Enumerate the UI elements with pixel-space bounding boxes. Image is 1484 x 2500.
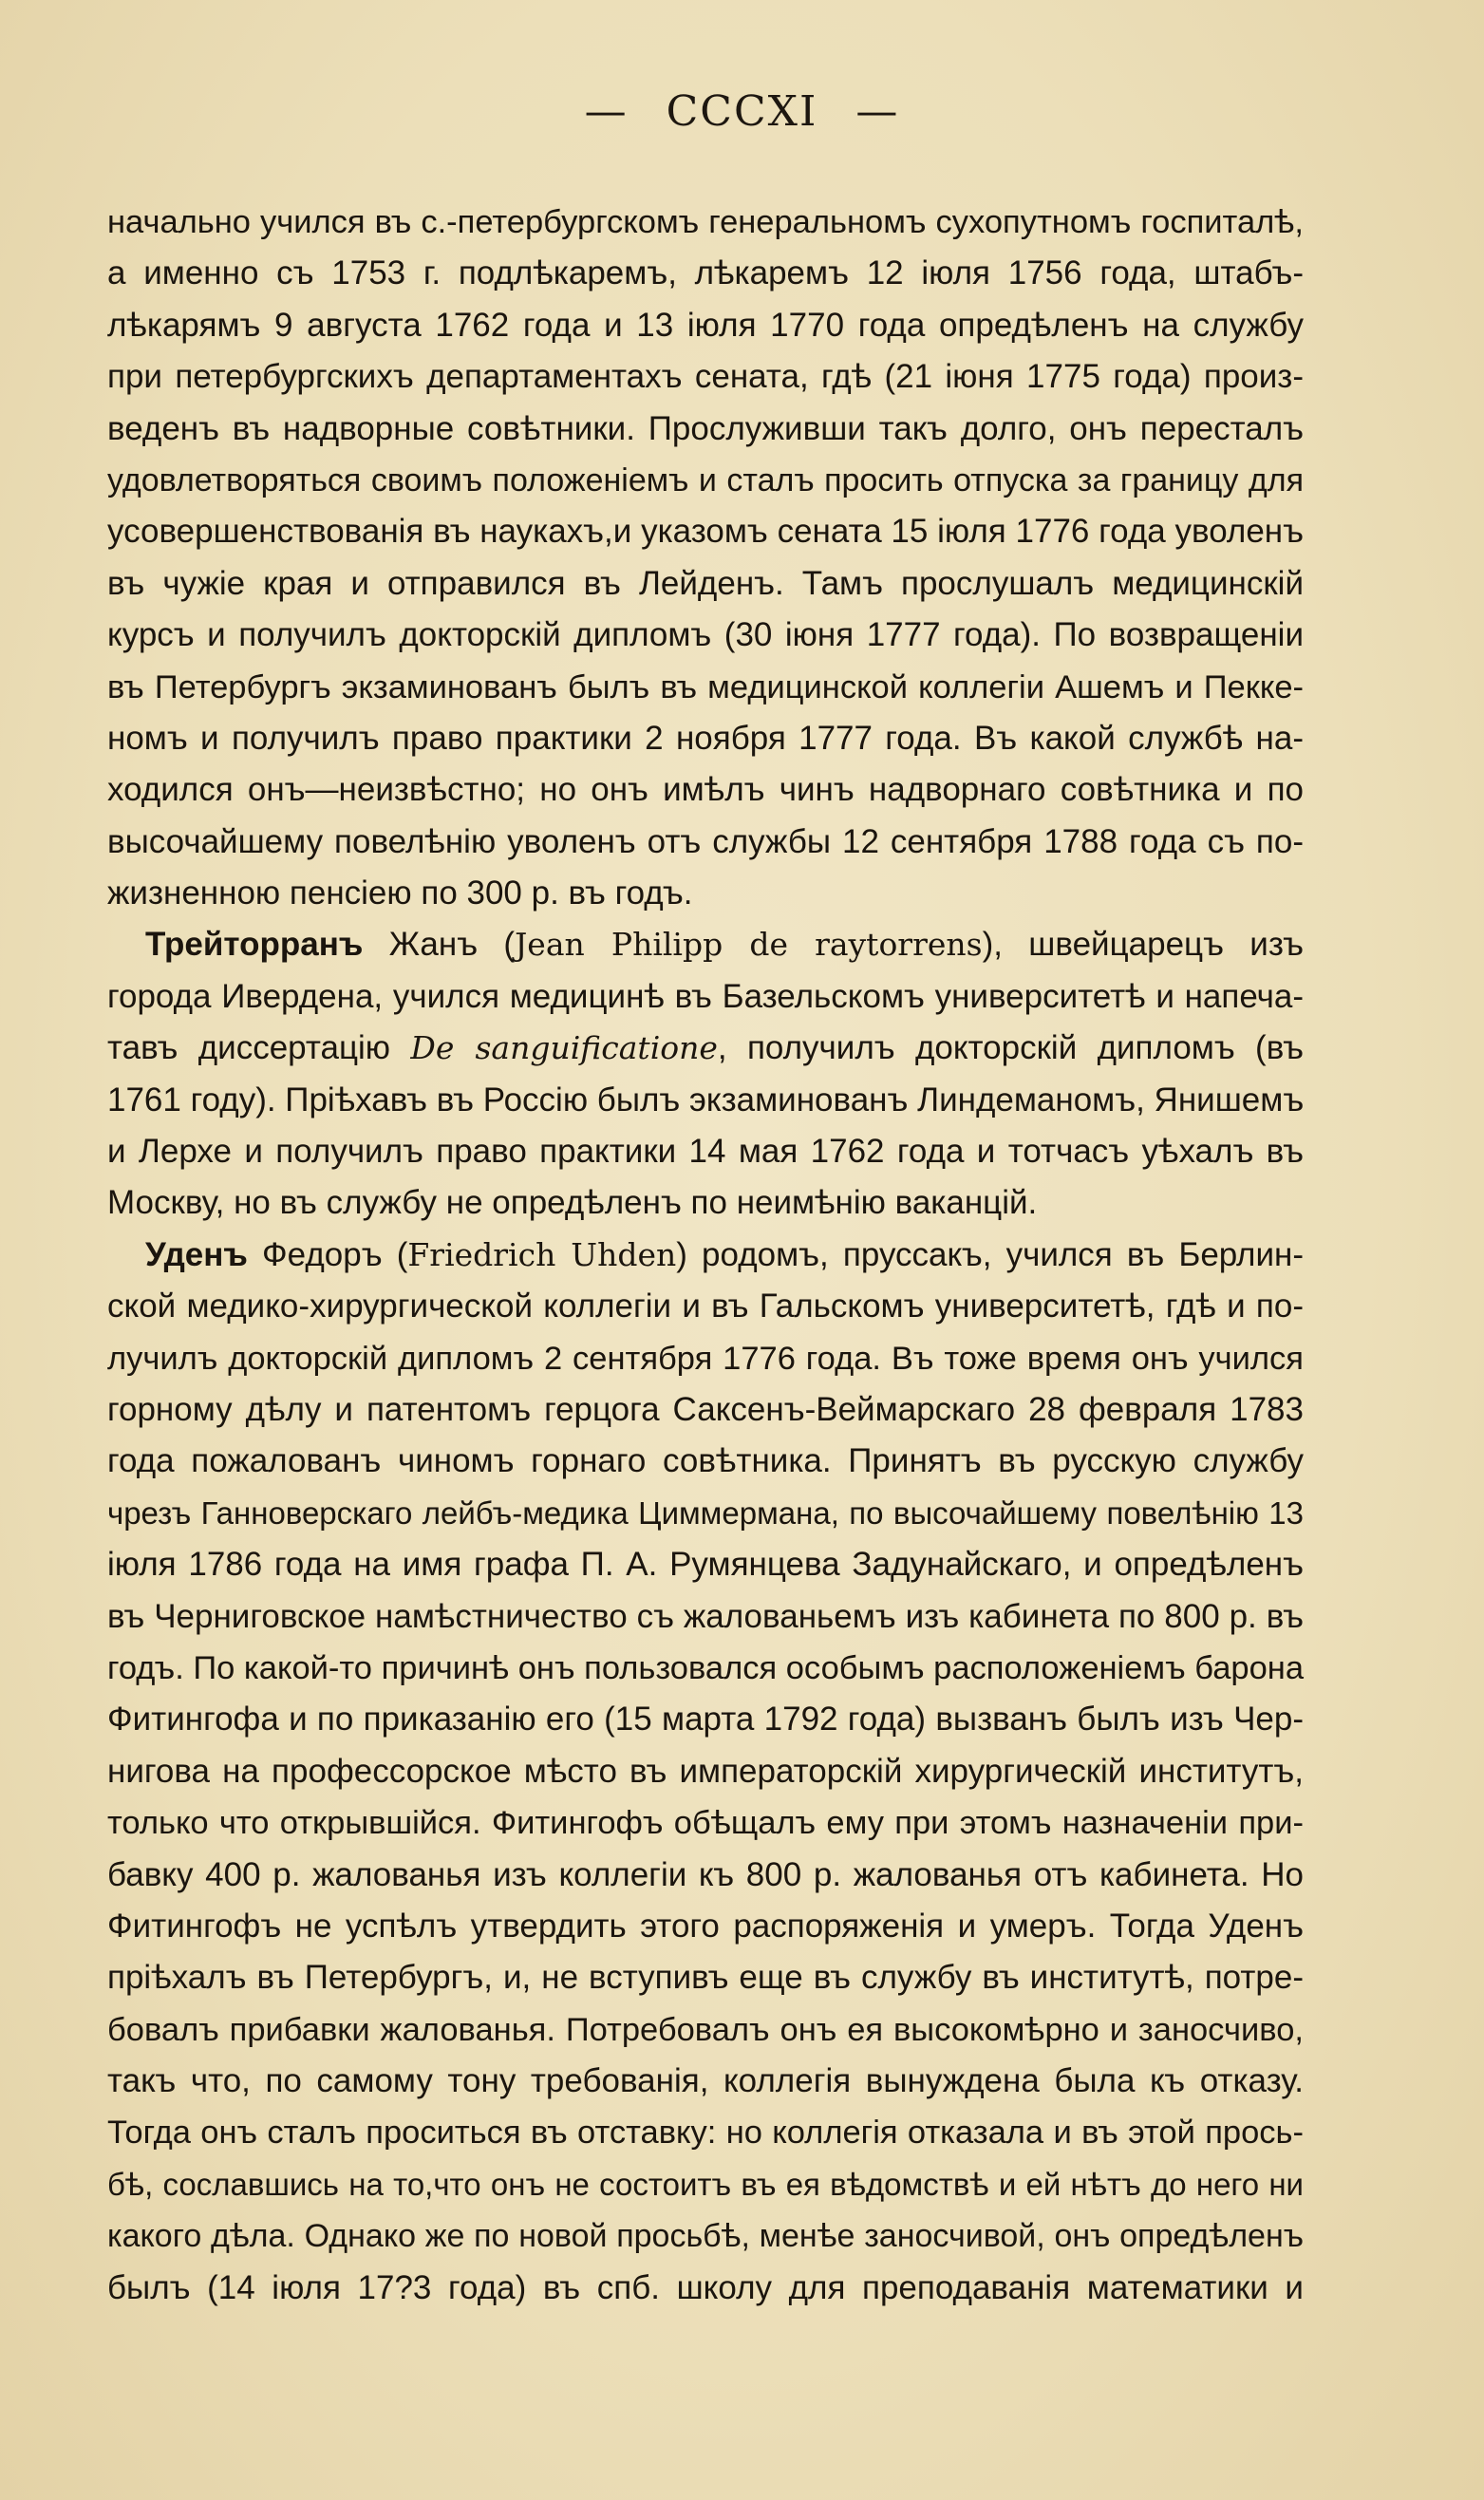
line-text: чрезъ Ганноверскаго лейбъ-медика Циммермана, по высочайшему повелѣнію 13: [107, 1494, 1304, 1531]
text-line: [107, 1797, 1304, 1849]
line-text: въ Черниговское намѣстничество съ жалованьемъ изъ кабинета по 800 р. въ: [107, 1597, 1304, 1635]
text-line: [107, 455, 1304, 506]
line-text: удовлетворяться своимъ положеніемъ и сталъ просить отпуска за границу для: [107, 461, 1304, 498]
line-text: нигова на профессорское мѣсто въ императорскій хирургическій институтъ,: [107, 1752, 1304, 1790]
line-text: а именно съ 1753 г. подлѣкаремъ, лѣкаремъ 12 іюля 1756 года, штабъ-: [107, 254, 1304, 292]
text-line: [107, 971, 1304, 1023]
line-text: такъ что, по самому тону требованія, коллегія вынуждена была къ отказу.: [107, 2062, 1304, 2100]
line-text: веденъ въ надворные совѣтники. Прослуживши такъ долго, онъ пересталъ: [107, 409, 1304, 447]
text-line: [107, 1281, 1304, 1332]
text-line: [107, 197, 1304, 248]
line-text: ходился онъ—неизвѣстно; но онъ имѣлъ чинъ надворнаго совѣтника и по: [107, 771, 1304, 809]
line-text: въ Петербургъ экзаминованъ былъ въ медицинской коллегіи Ашемъ и Пекке-: [107, 668, 1304, 705]
line-text: города Ивердена, учился медицинѣ въ Базельскомъ университетѣ и напеча-: [107, 977, 1304, 1015]
text-line: [107, 300, 1304, 351]
text-line: [107, 248, 1304, 299]
text-line: [107, 558, 1304, 610]
text-line: [107, 610, 1304, 661]
text-line: [107, 1746, 1304, 1797]
latin-title: De sanguificatione: [410, 1029, 718, 1067]
paragraph-start-line: [107, 1230, 1304, 1281]
line-text: Тогда онъ сталъ проситься въ отставку: но коллегія отказала и въ этой прось-: [107, 2115, 1304, 2152]
text-line: [107, 1952, 1304, 2003]
entry-surname: Трейторранъ: [145, 926, 364, 964]
text-line: [107, 2107, 1304, 2158]
line-text: бавку 400 р. жалованья изъ коллегіи къ 800 р. жалованья отъ кабинета. Но: [107, 1855, 1304, 1893]
line-text: въ чужіе края и отправился въ Лейденъ. Тамъ прослушалъ медицинскій: [107, 564, 1304, 602]
text-line: [107, 506, 1304, 557]
line-text: Фитингофъ не успѣлъ утвердить этого распоряженія и умеръ. Тогда Уденъ: [107, 1907, 1304, 1945]
line-text: годъ. По какой-то причинѣ онъ пользовался особымъ расположеніемъ барона: [107, 1649, 1305, 1686]
header-dash-left: —: [584, 87, 629, 136]
body-text: [107, 197, 1304, 2314]
text-line: [107, 1126, 1304, 1177]
line-text: бовалъ прибавки жалованья. Потребовалъ онъ ея высокомѣрно и заносчиво,: [107, 2011, 1304, 2048]
text-line: [107, 2056, 1304, 2107]
entry-surname: Уденъ: [145, 1235, 248, 1273]
text-line: [107, 2263, 1304, 2314]
line-text: бѣ, сославшись на то,что онъ не состоитъ въ ея вѣдомствѣ и ей нѣтъ до него ни: [107, 2166, 1304, 2202]
line-text: и Лерхе и получилъ право практики 14 мая 1762 года и тотчасъ уѣхалъ въ: [107, 1133, 1304, 1171]
latin-name: Jean Philipp de raytorrens: [515, 926, 983, 964]
text-line: [107, 1023, 1304, 1074]
line-text: 1761 году). Пріѣхавъ въ Россію былъ экзаминованъ Линдеманомъ, Янишемъ: [107, 1081, 1305, 1118]
latin-name: Friedrich Uhden: [407, 1235, 677, 1273]
line-text: Москву, но въ службу не опредѣленъ по неимѣнію ваканцій.: [107, 1184, 1038, 1222]
text-line: [107, 1333, 1304, 1384]
text-line: [107, 764, 1304, 816]
text-line: [107, 1694, 1304, 1745]
page-header: [0, 87, 1484, 136]
line-text: при петербургскихъ департаментахъ сената, гдѣ (21 іюня 1775 года) произ-: [107, 358, 1304, 396]
line-text: года пожалованъ чиномъ горнаго совѣтника. Принятъ въ русскую службу: [107, 1442, 1304, 1480]
line-text: Жанъ (: [363, 926, 516, 964]
text-line: [107, 1177, 1304, 1229]
line-text: горному дѣлу и патентомъ герцога Саксенъ-Веймарскаго 28 февраля 1783: [107, 1390, 1304, 1428]
line-text: номъ и получилъ право практики 2 ноября 1777 года. Въ какой службѣ на-: [107, 719, 1304, 757]
text-line: [107, 1384, 1304, 1436]
text-line: [107, 2004, 1304, 2056]
line-text: только что открывшійся. Фитингофъ обѣщалъ ему при этомъ назначеніи при-: [107, 1805, 1304, 1842]
line-text: жизненною пенсіею по 300 р. въ годъ.: [107, 874, 693, 912]
text-line: [107, 2210, 1304, 2262]
line-text: былъ (14 іюля 17?3 года) въ спб. школу для преподаванія математики и: [107, 2268, 1304, 2306]
line-text: ) родомъ, пруссакъ, учился въ Берлин-: [676, 1235, 1305, 1273]
line-text: ), швейцарецъ изъ: [982, 926, 1305, 964]
line-text: начально учился въ с.-петербургскомъ генеральномъ сухопутномъ госпиталѣ,: [107, 204, 1304, 240]
text-line: [107, 713, 1304, 764]
text-line: [107, 1539, 1304, 1590]
text-line: [107, 1436, 1304, 1487]
text-line: [107, 351, 1304, 403]
text-line: [107, 404, 1304, 455]
line-text: Федоръ (: [247, 1235, 408, 1273]
line-text: іюля 1786 года на имя графа П. А. Румянцева Задунайскаго, и опредѣленъ: [107, 1546, 1304, 1584]
line-text: курсъ и получилъ докторскій дипломъ (30 іюня 1777 года). По возвращеніи: [107, 616, 1304, 654]
text-line: [107, 2159, 1304, 2210]
line-text: лучилъ докторскій дипломъ 2 сентября 1776 года. Въ тоже время онъ учился: [107, 1340, 1304, 1377]
text-line: [107, 662, 1304, 713]
line-text: лѣкарямъ 9 августа 1762 года и 13 іюля 1770 года опредѣленъ на службу: [107, 306, 1304, 344]
text-line: [107, 1850, 1304, 1901]
line-text: усовершенствованія въ наукахъ,и указомъ сената 15 іюля 1776 года уволенъ: [107, 513, 1304, 551]
page-number: СССXI: [666, 87, 818, 136]
text-line: [107, 1901, 1304, 1952]
line-text: ской медико-хирургической коллегіи и въ Гальскомъ университетѣ, гдѣ и по-: [107, 1288, 1304, 1325]
line-text: пріѣхалъ въ Петербургъ, и, не вступивъ еще въ службу въ институтѣ, потре-: [107, 1959, 1304, 1997]
line-text: высочайшему повелѣнію уволенъ отъ службы 12 сентября 1788 года съ по-: [107, 822, 1304, 860]
text-line: [107, 1591, 1304, 1643]
line-text: какого дѣла. Однако же по новой просьбѣ, менѣе заносчивой, онъ опредѣленъ: [107, 2218, 1304, 2255]
text-line: [107, 817, 1304, 868]
line-text: , получилъ докторскій дипломъ (въ: [717, 1029, 1305, 1067]
line-text: Фитингофа и по приказанію его (15 марта 1792 года) вызванъ былъ изъ Чер-: [107, 1701, 1304, 1739]
text-line: [107, 1488, 1304, 1539]
text-line: [107, 868, 1304, 919]
line-text: тавъ диссертацію: [107, 1029, 411, 1067]
paragraph-start-line: [107, 919, 1304, 970]
header-dash-right: —: [855, 87, 900, 136]
text-line: [107, 1643, 1304, 1694]
text-line: [107, 1075, 1304, 1126]
